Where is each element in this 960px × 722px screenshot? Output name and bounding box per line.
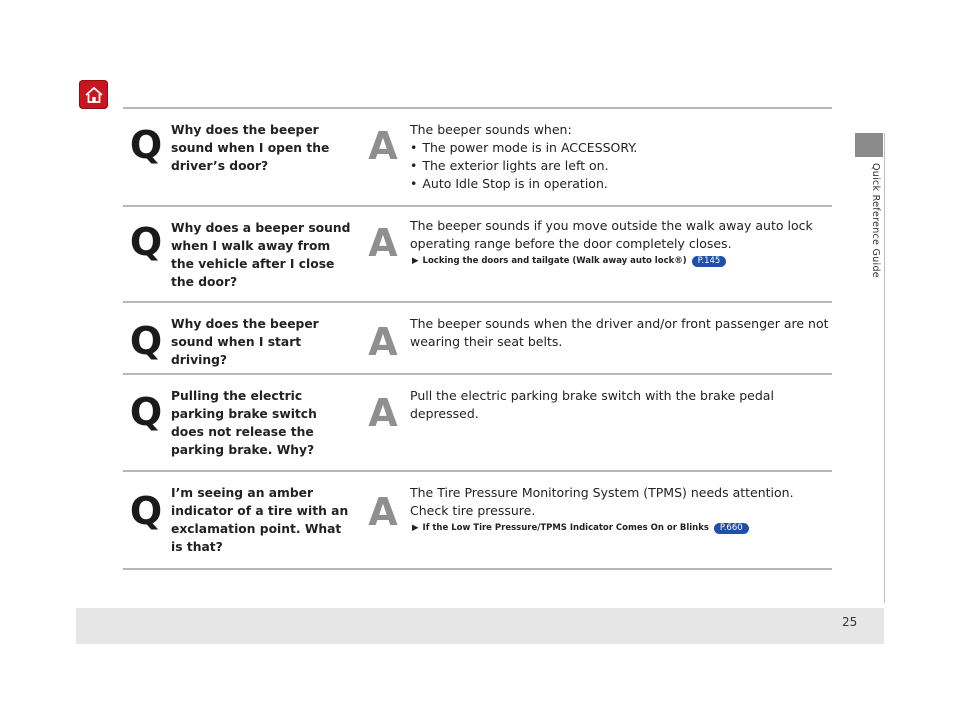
a-icon xyxy=(363,491,403,531)
page-ref-badge[interactable]: P.145 xyxy=(692,256,727,267)
page-ref-badge[interactable]: P.660 xyxy=(714,523,749,534)
answer-text xyxy=(410,217,830,267)
svg-text:Q: Q xyxy=(129,491,163,531)
page-number: 25 xyxy=(842,615,858,629)
cross-reference-link[interactable] xyxy=(410,255,830,267)
divider xyxy=(123,107,832,109)
list-item: • Auto Idle Stop is in operation. xyxy=(410,175,830,193)
svg-text:Q: Q xyxy=(129,392,163,432)
q-icon xyxy=(126,491,166,531)
ref-title: Locking the doors and tailgate (Walk away auto lock®) xyxy=(422,256,687,266)
ref-arrow-icon: ▶ xyxy=(412,523,419,533)
cross-reference-link[interactable] xyxy=(410,522,830,534)
question-text: Pulling the electric parking brake switch does not release the parking brake. Why? xyxy=(171,389,317,457)
answer-body: The beeper sounds if you move outside the walk away auto lock operating range before the door completely closes. xyxy=(410,218,813,251)
answer-intro: The beeper sounds when: xyxy=(410,122,572,137)
question-text: I’m seeing an amber indicator of a tire with an exclamation point. What is that? xyxy=(171,486,349,554)
svg-text:A: A xyxy=(368,491,398,531)
list-item: • The power mode is in ACCESSORY. xyxy=(410,139,830,157)
svg-text:Q: Q xyxy=(129,321,163,361)
answer-text xyxy=(410,484,830,534)
a-icon xyxy=(363,321,403,361)
answer-text xyxy=(410,121,830,193)
a-icon xyxy=(363,125,403,165)
divider xyxy=(123,301,832,303)
svg-text:A: A xyxy=(368,392,398,432)
question-text: Why does the beeper sound when I open the driver’s door? xyxy=(171,123,330,173)
svg-text:A: A xyxy=(368,125,398,165)
ref-arrow-icon: ▶ xyxy=(412,256,419,266)
q-icon xyxy=(126,125,166,165)
answer-text: Pull the electric parking brake switch with the brake pedal depressed. xyxy=(410,388,774,421)
home-button[interactable] xyxy=(79,80,108,109)
section-label: Quick Reference Guide xyxy=(870,163,881,278)
divider xyxy=(123,470,832,472)
section-tab[interactable] xyxy=(855,133,883,157)
q-icon xyxy=(126,321,166,361)
divider xyxy=(123,373,832,375)
answer-text: The beeper sounds when the driver and/or front passenger are not wearing their seat belts. xyxy=(410,316,829,349)
list-item: • The exterior lights are left on. xyxy=(410,157,830,175)
question-text: Why does the beeper sound when I start driving? xyxy=(171,317,319,367)
svg-text:A: A xyxy=(368,222,398,262)
a-icon xyxy=(363,222,403,262)
home-icon xyxy=(83,84,105,106)
footer-bar xyxy=(76,608,884,644)
svg-text:A: A xyxy=(368,321,398,361)
a-icon xyxy=(363,392,403,432)
question-text: Why does a beeper sound when I walk away from the vehicle after I close the door? xyxy=(171,221,351,289)
q-icon xyxy=(126,392,166,432)
ref-title: If the Low Tire Pressure/TPMS Indicator Comes On or Blinks xyxy=(422,523,709,533)
answer-body: The Tire Pressure Monitoring System (TPMS) needs attention. Check tire pressure. xyxy=(410,485,794,518)
side-divider xyxy=(884,133,885,603)
divider xyxy=(123,205,832,207)
svg-text:Q: Q xyxy=(129,125,163,165)
answer-list xyxy=(410,139,830,193)
svg-text:Q: Q xyxy=(129,222,163,262)
q-icon xyxy=(126,222,166,262)
divider xyxy=(123,568,832,570)
